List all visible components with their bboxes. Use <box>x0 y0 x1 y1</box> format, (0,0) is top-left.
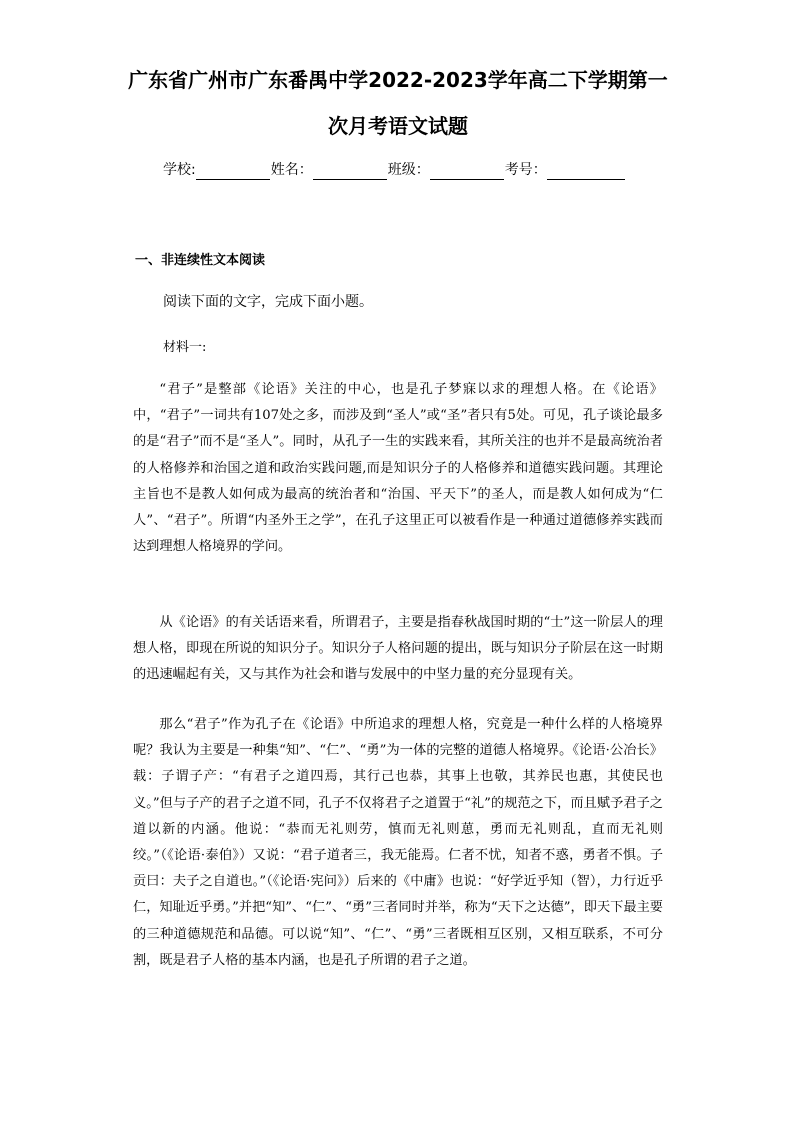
name-blank[interactable] <box>313 163 387 180</box>
section-heading: 一、非连续性文本阅读 <box>135 253 266 268</box>
class-blank[interactable] <box>430 163 504 180</box>
number-label: 考号： <box>504 162 547 178</box>
material-paragraph-1: “君子”是整部《论语》关注的中心，也是孔子梦寐以求的理想人格。在《论语》中，“君子”一词共有107处之多，而涉及到“圣人”或“圣”者只有5处。可见，孔子谈论最多的是“君子”而不是“圣人”。同时，从孔子一生的实践来看，其所关注的也并不是最高统治者的人格修养和治国之道和政治实践问题,而是知识分子的人格修养和道德实践问题。其理论主旨也不是教人如何成为最高的统治者和“治国、平天下”的圣人，而是教人如何成为“仁人”、“君子”。所谓“内圣外王之学”，在孔子这里正可以被看作是一种通过道德修养实践而达到理想人格境界的学问。 <box>133 382 663 555</box>
material-label: 材料一: <box>163 340 207 355</box>
school-label: 学校: <box>163 162 196 178</box>
number-blank[interactable] <box>547 163 625 180</box>
material-paragraph-3: 那么“君子”作为孔子在《论语》中所追求的理想人格，究竟是一种什么样的人格境界呢？我认为主要是一种集“知”、“仁”、“勇”为一体的完整的道德人格境界。《论语·公冶长》载：子谓子产：“有君子之道四焉，其行己也恭，其事上也敬，其养民也惠，其使民也义。”但与子产的君子之道不同，孔子不仅将君子之道置于“礼”的规范之下，而且赋予君子之道以新的内涵。他说：“恭而无礼则劳，慎而无礼则葸，勇而无礼则乱，直而无礼则绞。”（《论语·泰伯》）又说：“君子道者三，我无能焉。仁者不忧，知者不惑，勇者不惧。子贡曰：夫子之自道也。”（《论语·宪问》）后来的《中庸》也说：“好学近乎知（智），力行近乎仁，知耻近乎勇。”并把“知”、“仁”、“勇”三者同时并举，称为“天下之达德”，即天下最主要的三种道德规范和品德。可以说“知”、“仁”、“勇”三者既相互区别，又相互联系，不可分割，既是君子人格的基本内涵，也是孔子所谓的君子之道。 <box>133 717 663 968</box>
exam-title-line1: 广东省广州市广东番禺中学2022-2023学年高二下学期第一 <box>128 68 668 92</box>
material-paragraph-2: 从《论语》的有关话语来看，所谓君子，主要是指春秋战国时期的“士”这一阶层人的理想人格，即现在所说的知识分子。知识分子人格问题的提出，既与知识分子阶层在这一时期的迅速崛起有关，又与其作为社会和谐与发展中的中坚力量的充分显现有关。 <box>133 615 663 683</box>
school-blank[interactable] <box>196 163 270 180</box>
number-field <box>505 160 626 180</box>
class-label: 班级： <box>387 162 430 178</box>
school-field <box>163 160 271 180</box>
student-info-fields <box>163 160 626 180</box>
class-field <box>388 160 505 180</box>
exam-title-line2: 次月考语文试题 <box>328 114 468 138</box>
name-label: 姓名： <box>270 162 313 178</box>
name-field <box>271 160 388 180</box>
reading-instruction: 阅读下面的文字，完成下面小题。 <box>163 294 373 310</box>
